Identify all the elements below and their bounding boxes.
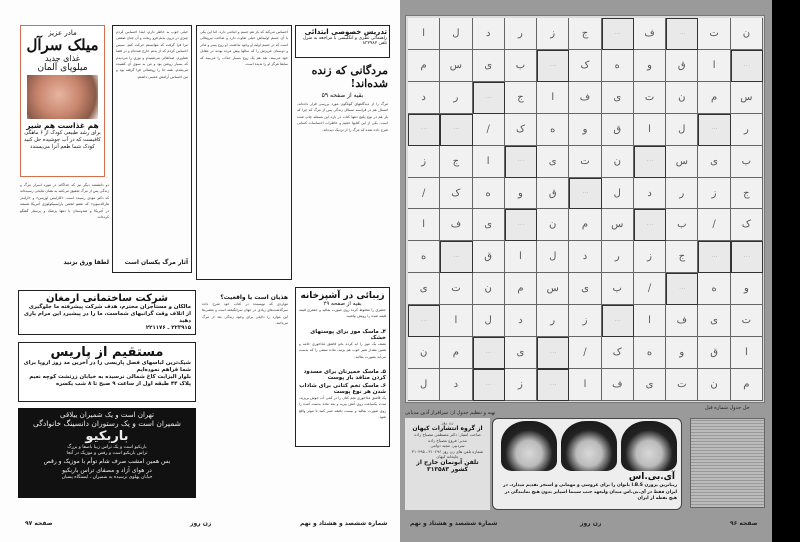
armaghan-construction-ad — [18, 290, 196, 335]
publisher: از گروه انتشارات کیهان — [412, 425, 483, 433]
crossword-cell: ه — [698, 273, 730, 305]
crossword-cell: ر — [505, 18, 537, 50]
crossword-cell: ب — [505, 50, 537, 82]
ad-phones: ۲۲۳۹۱۵ ـ ۲۲۱۱۷۶ — [145, 325, 191, 331]
column-text: خیلی خوب به خاطر دارم، ابتدا احساس کردم چیزی در درون بدنم فرو ریخت و آن چنان ضعفی مرا فرا گرفت که نتوانستم حرکت کنم. سپس احساس کردم که از بدنم خارج شده‌ام و در فضا شناورم. صداهائی می‌شنیدم و نوری را می‌دیدم که بسیار روشن بود و من به سوی آن کشیده می‌شدم. همه جا را روشنائی فرا گرفته بود و من احساس آرامش عجیبی داشتم. — [116, 30, 188, 79]
ad-subtitle: راهنمائی نظری و انگلیسی با مراجعه به منزل — [302, 36, 387, 41]
crossword-clue-cell: · · · — [698, 114, 730, 146]
issue-number: شماره ششصد و هشتاد و نهم — [300, 520, 388, 527]
continued-from: بقیه از صفحه ۵۹ — [321, 92, 364, 99]
crossword-cell: ف — [634, 18, 666, 50]
crossword-cell: ی — [473, 50, 505, 82]
crossword-clue-cell: · · · — [537, 337, 569, 369]
crossword-cell: م — [569, 209, 601, 241]
crossword-clue-cell: · · · — [537, 369, 569, 401]
crossword-cell: ق — [698, 337, 730, 369]
crossword-cell: ا — [440, 305, 472, 337]
crossword-cell: ا — [731, 337, 763, 369]
crossword-cell: ک — [731, 209, 763, 241]
masthead-header: زن روز — [441, 420, 454, 425]
crossword-clue-cell: · · · — [473, 337, 505, 369]
section-5-title: ۵ـ ماسک خمیرنان برای مسدود کردن منافذ باز پوست — [303, 369, 386, 381]
crossword-clue-cell: · · · — [634, 209, 666, 241]
crossword-cell: ق — [602, 114, 634, 146]
print-house: چاپخانه کیهان — [436, 454, 459, 460]
crossword-cell: ک — [569, 50, 601, 82]
crossword-cell: ج — [731, 178, 763, 210]
continued-from: بقیه از صفحه ۲۹ — [323, 301, 362, 307]
crossword-cell: ل — [666, 114, 698, 146]
crossword-cell: د — [473, 18, 505, 50]
crossword-cell: ل — [408, 369, 440, 401]
crossword-cell: ی — [473, 209, 505, 241]
issue-number: شماره ششصد و هشتاد و نهم — [410, 520, 498, 527]
crossword-cell: / — [569, 337, 601, 369]
ad-text: مالکان و مستأجران محترم، هدف شرکت پیشرفته ما جلوگیری از اتلاف وقت گرانبهای شماست، ما را در پیشبرد این مرام یاری دهید — [23, 304, 191, 324]
crossword-cell: ا — [634, 305, 666, 337]
editor: سردبیر: مجید دوامی — [430, 443, 465, 449]
crossword-cell: ی — [634, 369, 666, 401]
article-column-d — [200, 290, 290, 445]
crossword-clue-cell: · · · — [731, 50, 763, 82]
masthead-box — [405, 418, 490, 510]
crossword-cell: و — [505, 178, 537, 210]
crossword-cell: ن — [731, 18, 763, 50]
crossword-cell: ا — [408, 209, 440, 241]
crossword-cell: ز — [505, 369, 537, 401]
crossword-cell: ب — [666, 209, 698, 241]
ad-line-1: تهران است و یک شمیران ییلاقی — [60, 411, 154, 419]
crossword-cell: س — [602, 209, 634, 241]
puzzle-credit: تهیه و تنظیم جدول از: سرافراز آذین مدیانی — [405, 410, 496, 416]
section-6-text: یک قاشق غذاخوری تخم کتان را در کمی آب جوش بریزید، مدت یکساعت روی آتش بپزید و بعد ماده بدست آمده را روی صورت بمالید و بیست دقیقه صبر کنید تا موثر واقع شود. — [299, 396, 386, 420]
crossword-cell: س — [440, 50, 472, 82]
crossword-clue-cell: · · · — [537, 50, 569, 82]
director: مدیر: فروغ مصباح زاده — [428, 437, 467, 443]
crossword-cell: ت — [440, 273, 472, 305]
crossword-cell: ز — [698, 178, 730, 210]
ad-title: باربکیو — [85, 429, 129, 444]
section-4-text: نصف یک موز را له کرده بادو قاشق غذاخوری خامه و همین مقدار شیر خوب هم بزنید، ماده سفتی را که بدست می‌آید بصورت بمالید. — [299, 342, 386, 359]
crossword-cell: ل — [440, 18, 472, 50]
baby-photo — [27, 75, 98, 119]
section-6-title: ۶ـ ماسک تخم کتانی برای شاداب شدن هر نوع پوست — [299, 383, 386, 395]
crossword-cell: / — [634, 273, 666, 305]
crossword-cell: ا — [408, 18, 440, 50]
ad-line-3: باربکیو است و یک تراس زیبا باصفا و بزرگ — [67, 445, 147, 450]
article-column-a — [112, 25, 192, 273]
right-page — [400, 0, 800, 542]
page-number: صفحه ۹۷ — [25, 520, 53, 527]
crossword-cell: ج — [666, 241, 698, 273]
tutoring-ad — [295, 25, 390, 58]
milk-cereal-ad — [20, 25, 105, 177]
crossword-clue-cell: · · · — [473, 82, 505, 114]
ad-description: برای رشد طبیعی کودک از ۶ ماهگی کافیست که در آب جوشیده حل کنید کودک شما طعم آنرا می‌پسندد — [24, 130, 101, 150]
article-text: مرگ را از دیدگاههای گوناگون مورد بررسی قرار داده‌اند. امسال هم در فرانسه مسائل زندگی پس از مرگ که چرا که باز هم در نوع پکیج دهها کتاب در باره این مسئله چاپ شده است. یکی از این کتابها حجیم و خاطرات احساسات کسانی شرح داده شده که مرگ را از نزدیک دیده‌اند. — [297, 102, 388, 132]
crossword-cell: ا — [569, 369, 601, 401]
crossword-cell: ک — [602, 337, 634, 369]
crossword-cell: ی — [537, 146, 569, 178]
crossword-clue-cell: · · · — [440, 114, 472, 146]
ad-title: آی.بی.اس — [628, 472, 675, 482]
crossword-cell: د — [408, 82, 440, 114]
crossword-clue-cell: · · · — [408, 305, 440, 337]
crossword-cell: ی — [408, 273, 440, 305]
crossword-cell: ب — [602, 273, 634, 305]
ad-salutation: مادر عزیز — [48, 29, 77, 37]
crossword-clue-cell: · · · — [666, 18, 698, 50]
ad-text: زیباترین پروزن I.B.S بانوان را برای عروسی و مهمانی و استخر تقدیم میدارد. در ایران فقط در آی.بی.اس میدان ولیعهد جنب سینما اسپایر بدون هیچ نمایندگی در هیچ نقطه از ایران — [503, 483, 677, 502]
crossword-cell: ه — [634, 337, 666, 369]
crossword-cell: ا — [698, 50, 730, 82]
crossword-cell: ک — [505, 114, 537, 146]
crossword-cell: ر — [602, 241, 634, 273]
kitchen-beauty-box — [295, 287, 390, 447]
phones: شماره تلفن های زن روز ۳۱۰۲۹۶ ـ ۳۱۰۲۹۵ — [411, 448, 484, 454]
crossword-cell: ف — [666, 305, 698, 337]
crossword-clue-cell: · · · — [602, 305, 634, 337]
crossword-cell: ن — [473, 273, 505, 305]
crossword-cell: ی — [505, 337, 537, 369]
crossword-cell: س — [666, 146, 698, 178]
crossword-cell: م — [731, 369, 763, 401]
crossword-clue-cell: · · · — [666, 273, 698, 305]
crossword-cell: ن — [666, 82, 698, 114]
crossword-cell: ه — [537, 114, 569, 146]
crossword-cell: ز — [537, 18, 569, 50]
box-headline: زیبائی در آشپزخانه — [300, 291, 385, 301]
crossword-cell: و — [634, 50, 666, 82]
ad-title: مستقیم از پاریس — [50, 345, 164, 360]
ibs-wig-ad — [492, 418, 682, 510]
crossword-cell: ر — [537, 305, 569, 337]
article-headline: مردگانی که زنده شده‌اند! — [311, 64, 388, 90]
crossword-cell: س — [731, 82, 763, 114]
crossword-cell: ه — [473, 178, 505, 210]
crossword-cell: ف — [440, 209, 472, 241]
crossword-cell: ل — [602, 178, 634, 210]
crossword-cell: ج — [505, 82, 537, 114]
crossword-cell: ف — [602, 369, 634, 401]
paris-fashion-ad — [18, 342, 196, 402]
crossword-clue-cell: · · · — [731, 241, 763, 273]
crossword-cell: ق — [666, 50, 698, 82]
owner: صاحب امتیاز: دکتر مصطفی مصباح زاده — [414, 432, 481, 438]
crossword-cell: ه — [408, 241, 440, 273]
crossword-cell: ز — [408, 146, 440, 178]
crossword-cell: م — [408, 50, 440, 82]
crossword-cell: ت — [569, 146, 601, 178]
crossword-cell: ه — [602, 50, 634, 82]
crossword-cell: ی — [602, 82, 634, 114]
intro-text: جعفری را مخلوط کرده روی صورت بمالید و جعفری قیمه قیمه شده را رویش بپاشید. — [299, 308, 386, 319]
ad-line-2: شمیران است و یک رستوران دانسینگ خانوادگی — [33, 419, 181, 428]
crossword-cell: د — [569, 241, 601, 273]
model-photo-3 — [621, 421, 677, 471]
crossword-clue-cell: · · · — [698, 241, 730, 273]
crossword-cell: ل — [537, 241, 569, 273]
crossword-cell: ز — [569, 305, 601, 337]
crossword-clue-cell: · · · — [634, 146, 666, 178]
crossword-clue-cell: · · · — [602, 18, 634, 50]
magazine-logo: زن روز — [580, 520, 602, 527]
crossword-cell: ت — [698, 18, 730, 50]
crossword-cell: ا — [537, 82, 569, 114]
subheading: هذیان است یا واقعیت؟ — [220, 294, 288, 301]
column-text: احساس می‌کند که باز هم جسم و اندامی دارد، اما این یکی با آن جسم اولیه‌اش خیلی تفاوت دارد و صاحب نیروهائی است که در جسم اولیه او وجود نداشت. او روح پسر و مادر و دوستان عزیزش را که سالها پیش مرده بودند در مقابل خود می‌بیند. بعد هم یک روح بسیار جذاب را می‌بیند که سابقا هرگز او را ندیده است. — [200, 30, 288, 67]
crossword-cell: د — [505, 305, 537, 337]
model-photo-2 — [561, 421, 617, 471]
section-4-title: ۴ـ ماسک موز برای پوستهای خشک — [310, 329, 386, 341]
continue-label: لطفا ورق بزنید — [63, 259, 109, 266]
column-text: مواردی که نویسنده در کتاب خود شرح داده سرگذشت‌های زیادی در جهان سرانگیخته است و بعضی‌ها این موارد را دلایلی برای وجود زندگی بعد از مرگ می‌دانند. — [202, 302, 288, 326]
crossword-cell: ی — [569, 273, 601, 305]
barbecue-restaurant-ad — [18, 408, 196, 498]
death-article — [295, 62, 390, 287]
crossword-cell: ن — [602, 146, 634, 178]
crossword-cell: ک — [440, 178, 472, 210]
crossword-cell: ی — [698, 305, 730, 337]
solution-label: حل جدول شماره قبل — [705, 405, 750, 411]
previous-solution-grid — [690, 418, 765, 508]
crossword-cell: و — [666, 337, 698, 369]
crossword-cell: ی — [698, 146, 730, 178]
crossword-cell: / — [408, 178, 440, 210]
crossword-cell: ا — [473, 146, 505, 178]
crossword-cell: ر — [440, 82, 472, 114]
crossword-clue-cell: · · · — [408, 114, 440, 146]
crossword-cell: / — [698, 209, 730, 241]
crossword-cell: ا — [634, 114, 666, 146]
crossword-cell: ت — [634, 82, 666, 114]
ad-line-6: در هوای آزاد و مصفای تراس باربکیو — [62, 467, 152, 474]
crossword-cell: ق — [473, 241, 505, 273]
crossword-cell: ن — [408, 337, 440, 369]
crossword-clue-cell: · · · — [505, 146, 537, 178]
crossword-cell: ب — [731, 146, 763, 178]
ad-slogan: هم غذاست هم شیر — [26, 121, 99, 130]
crossword-clue-cell: · · · — [473, 369, 505, 401]
crossword-cell: د — [634, 178, 666, 210]
crossword-cell: ج — [440, 146, 472, 178]
crossword-cell: ز — [634, 241, 666, 273]
crossword-cell: / — [473, 114, 505, 146]
ad-maker: میلوپای آلمان — [37, 63, 88, 73]
ad-phone: تلفن ۸۳۲۹۸۲ — [362, 41, 387, 46]
crossword-cell: ن — [537, 209, 569, 241]
ad-address: بلوار الیزابت کاخ شمالی نرسیده به خیابان زرتشت کوچه نعیم پلاک ۴۴ طبقه اول از ساعت ۹ صبح تا ۸ شب یکسره — [29, 374, 191, 387]
crossword-clue-cell: · · · — [569, 178, 601, 210]
ad-text: شیک‌ترین لباسهای فصل پاریسی را در آخرین مد روز اروپا برای شما فراهم نموده‌ایم — [23, 360, 191, 373]
article-column-b — [18, 180, 111, 273]
magazine-logo: زن روز — [190, 520, 212, 527]
ad-line-4: تراس باربکیو است و رقص و موزیک در آنجا — [66, 451, 148, 456]
column-title: آثار مرگ یکسان است — [124, 259, 188, 266]
crossword-puzzle — [405, 15, 765, 403]
ad-subtitle: غذای جدید — [45, 54, 80, 63]
crossword-clue-cell: · · · — [440, 241, 472, 273]
crossword-cell: م — [505, 273, 537, 305]
ad-title: تدریس خصوصی ابتدائی — [304, 28, 387, 36]
crossword-cell: ن — [698, 369, 730, 401]
crossword-cell: ت — [731, 305, 763, 337]
crossword-cell: د — [440, 369, 472, 401]
crossword-cell: ق — [537, 178, 569, 210]
crossword-clue-cell: · · · — [505, 209, 537, 241]
scan-edge — [772, 0, 800, 542]
crossword-grid — [408, 18, 763, 401]
ad-line-5: بس همین امشب صرف شام توأم با موزیک و رقص — [43, 458, 171, 465]
page-number: صفحه ۹۶ — [730, 520, 758, 527]
crossword-cell: ج — [569, 18, 601, 50]
ad-brand: میلک سرآل — [26, 36, 99, 54]
crossword-cell: ر — [731, 114, 763, 146]
crossword-cell: س — [537, 273, 569, 305]
crossword-cell: م — [440, 337, 472, 369]
crossword-cell: ت — [666, 369, 698, 401]
crossword-cell: ر — [666, 178, 698, 210]
crossword-cell: ا — [505, 241, 537, 273]
column-text: دو دانشمند دیگر نیز که جداگانه در مورد اسرار مرگ و زندگی پس از مرگ تحقیق می‌کنند به همان نتایجی رسیده‌اند که دکتر مودی رسیده است. «کارلیس اوزیس» و «ارلندر هارالدسون» که عضو انجمن پاراپسیکولوژی آمریکا هستند در آمریکا و هندوستان با دهها پزشک و پرستار گفتگو کرده‌اند. — [20, 183, 109, 220]
crossword-cell: م — [698, 82, 730, 114]
crossword-cell: ف — [569, 82, 601, 114]
model-photo-1 — [501, 421, 557, 471]
crossword-cell: و — [569, 114, 601, 146]
crossword-cell: و — [731, 273, 763, 305]
ad-title: شرکت ساختمانی ارمغان — [46, 293, 168, 304]
crossword-cell: ل — [473, 305, 505, 337]
ad-address: خیابان پهلوی نرسیده به شمیران ـ ایستگاه پسیان — [61, 475, 153, 480]
subscription-phone: تلفن آبونمان خارج از کشور ۳۱۳۵۸۳ — [416, 459, 479, 474]
article-column-c — [196, 25, 292, 280]
